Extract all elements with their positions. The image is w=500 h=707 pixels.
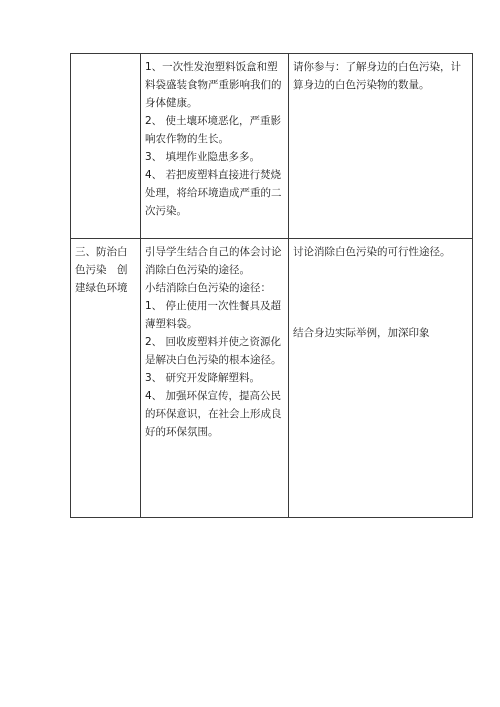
lesson-plan-table: [70, 53, 473, 518]
row2-point-3: 3、 研究开发降解塑料。: [145, 372, 261, 384]
row1-col2-cell: [141, 54, 289, 239]
row1-col1-cell: [71, 54, 141, 239]
row2-point-2: 2、 回收废塑料并使之资源化是解决白色污染的根本途径。: [145, 336, 282, 366]
row2-summary-heading: 小结消除白色污染的途径：: [145, 282, 271, 294]
row1-point-4: 4、 若把废塑料直接进行焚烧处理，将给环境造成严重的二次污染。: [145, 169, 282, 217]
row2-section-title: 三、防治白色污染 创建绿色环境: [75, 246, 128, 294]
row1-activity-text: 请你参与：了解身边的白色污染，计算身边的白色污染物的数量。: [293, 61, 461, 91]
row2-point-4: 4、 加强环保宣传，提高公民的环保意识，在社会上形成良好的环保氛围。: [145, 390, 282, 438]
row1-point-2: 2、 使土壤环境恶化，严重影响农作物的生长。: [145, 115, 282, 145]
row2-col2-cell: [141, 239, 289, 518]
row2-activity-example: 结合身边实际举例，加深印象: [293, 327, 430, 339]
row2-col3-cell: [289, 239, 473, 518]
table-row: [71, 239, 473, 518]
row2-col1-cell: [71, 239, 141, 518]
table-row: [71, 54, 473, 239]
row1-point-1: 1、一次性发泡塑料饭盒和塑料袋盛装食物严重影响我们的身体健康。: [145, 61, 282, 109]
row2-activity-discuss: 讨论消除白色污染的可行性途径。: [293, 246, 451, 258]
row1-col3-cell: [289, 54, 473, 239]
row2-intro: 引导学生结合自己的体会讨论消除白色污染的途径。: [145, 246, 282, 276]
row2-point-1: 1、 停止使用一次性餐具及超薄塑料袋。: [145, 300, 282, 330]
row1-point-3: 3、 填埋作业隐患多多。: [145, 151, 261, 163]
